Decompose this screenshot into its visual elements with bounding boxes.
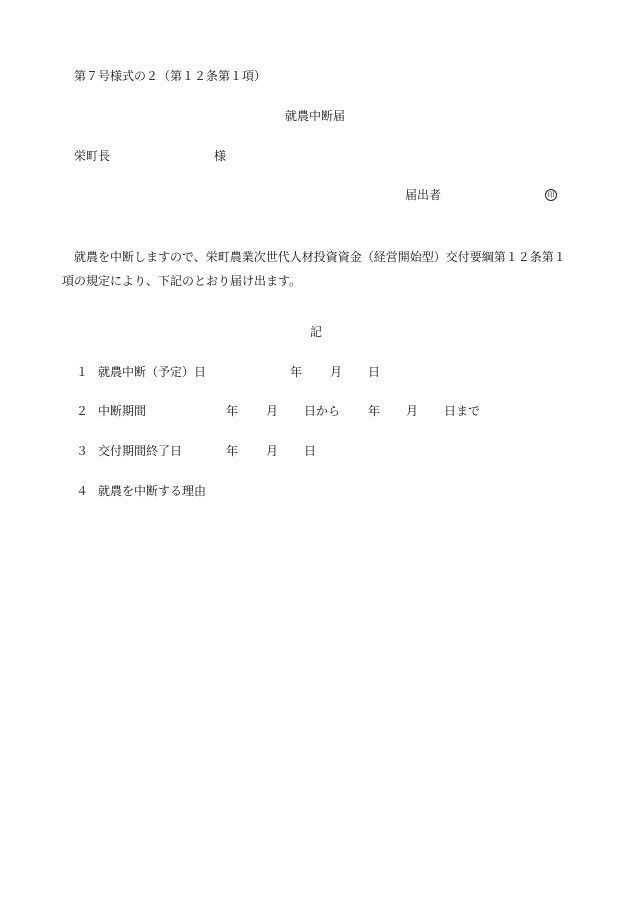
item-3-label: 交付期間終了日 <box>98 444 183 458</box>
seal-mark: 印 <box>545 189 557 201</box>
item-1-day: 日 <box>368 365 381 379</box>
item-4-number: ４ <box>76 484 89 498</box>
item-1-number: １ <box>76 365 89 379</box>
item-2-start-day: 日から <box>304 404 341 418</box>
document-title: 就農中断届 <box>285 109 346 123</box>
item-1-month: 月 <box>330 365 343 379</box>
item-3-number: ３ <box>76 444 89 458</box>
item-2-number: ２ <box>76 404 89 418</box>
item-2-end-day: 日まで <box>444 404 481 418</box>
item-3-day: 日 <box>304 444 317 458</box>
item-2-label: 中断期間 <box>98 404 147 418</box>
item-2-end-month: 月 <box>406 404 419 418</box>
form-number: 第７号様式の２（第１２条第１項） <box>74 69 267 83</box>
addressee-name: 栄町長 <box>74 149 111 163</box>
item-2-start-month: 月 <box>266 404 279 418</box>
item-2-end-year: 年 <box>368 404 381 418</box>
submitter-label: 届出者 <box>405 188 442 202</box>
record-heading: 記 <box>310 325 323 339</box>
addressee-honorific: 様 <box>214 149 227 163</box>
item-3-month: 月 <box>266 444 279 458</box>
item-1-label: 就農中断（予定）日 <box>98 365 207 379</box>
item-4-label: 就農を中断する理由 <box>98 484 207 498</box>
body-paragraph: 就農を中断しますので、栄町農業次世代人材投資資金（経営開始型）交付要綱第１２条第１項の規定により、下記のとおり届け出ます。 <box>62 250 566 288</box>
item-3-year: 年 <box>226 444 239 458</box>
item-1-year: 年 <box>290 365 303 379</box>
item-2-start-year: 年 <box>226 404 239 418</box>
